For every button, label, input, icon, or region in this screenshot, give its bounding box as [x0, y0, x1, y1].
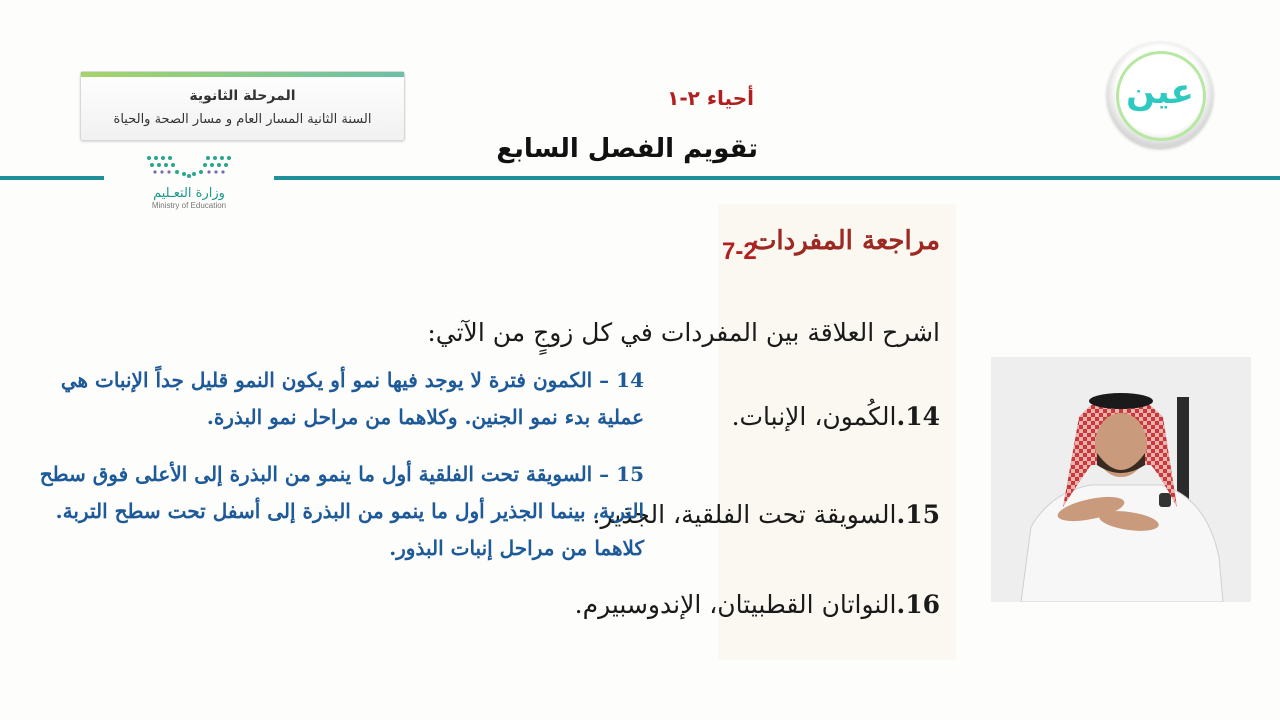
header-divider-right	[272, 176, 1280, 180]
header-divider-left	[0, 176, 104, 180]
answer-number: 15	[616, 462, 644, 486]
answer-text: الكمون فترة لا يوجد فيها نمو أو يكون النمو قليل جداً الإنبات هي عملية بدء نمو الجنين. وكلاهما من مراحل نمو البذرة.	[60, 368, 644, 429]
ministry-name-en: Ministry of Education	[151, 201, 227, 210]
ein-logo	[1107, 42, 1213, 148]
answer-14: 14 – الكمون فترة لا يوجد فيها نمو أو يكون النمو قليل جداً الإنبات هي عملية بدء نمو الجنين. وكلاهما من مراحل نمو البذرة.	[60, 368, 644, 429]
interpreter-figure-icon	[991, 357, 1251, 602]
question-number: 14.	[896, 402, 940, 431]
question-text: الكُمون، الإنبات.	[731, 402, 897, 431]
stage-subtitle: السنة الثانية المسار العام و مسار الصحة والحياة	[113, 112, 372, 127]
question-text: النواتان القطبيتان، الإندوسبيرم.	[574, 590, 897, 619]
ministry-dots-icon	[143, 152, 235, 184]
subject-title: أحياء ٢-١	[667, 86, 754, 110]
answer-text: السويقة تحت الفلقية أول ما ينمو من البذرة إلى الأعلى فوق سطح التربة، بينما الجذير أول ما ينمو من البذرة إلى أسفل تحت سطح التربة. كلاهما من مراحل إنبات البذور.	[39, 462, 644, 560]
sign-language-interpreter-video	[991, 357, 1251, 602]
stage-badge-accent	[81, 72, 404, 77]
chapter-title: تقويم الفصل السابع	[496, 134, 758, 164]
stage-badge	[80, 71, 405, 141]
question-15	[593, 500, 940, 529]
vocab-review-title: مراجعة المفردات	[751, 226, 940, 256]
stage-title: المرحلة الثانوية	[189, 88, 296, 104]
question-number: 16.	[896, 590, 940, 619]
instruction-text: اشرح العلاقة بين المفردات في كل زوجٍ من الآتي:	[427, 318, 940, 347]
ministry-logo	[104, 152, 274, 226]
question-number: 15.	[896, 500, 940, 529]
question-text: السويقة تحت الفلقية، الجذير.	[592, 500, 897, 529]
answer-number: 14	[616, 368, 644, 392]
answer-15: 15 – السويقة تحت الفلقية أول ما ينمو من البذرة إلى الأعلى فوق سطح التربة، بينما الجذير أول ما ينمو من البذرة إلى أسفل تحت سطح التربة. كلاهما من مراحل إنبات البذور.	[39, 462, 644, 560]
section-number: 7-2	[722, 238, 757, 265]
ein-logo-text: عين	[1126, 72, 1194, 112]
ministry-name-ar: وزارة التعـليم	[153, 186, 225, 201]
question-16	[575, 590, 940, 619]
question-14	[732, 402, 940, 431]
